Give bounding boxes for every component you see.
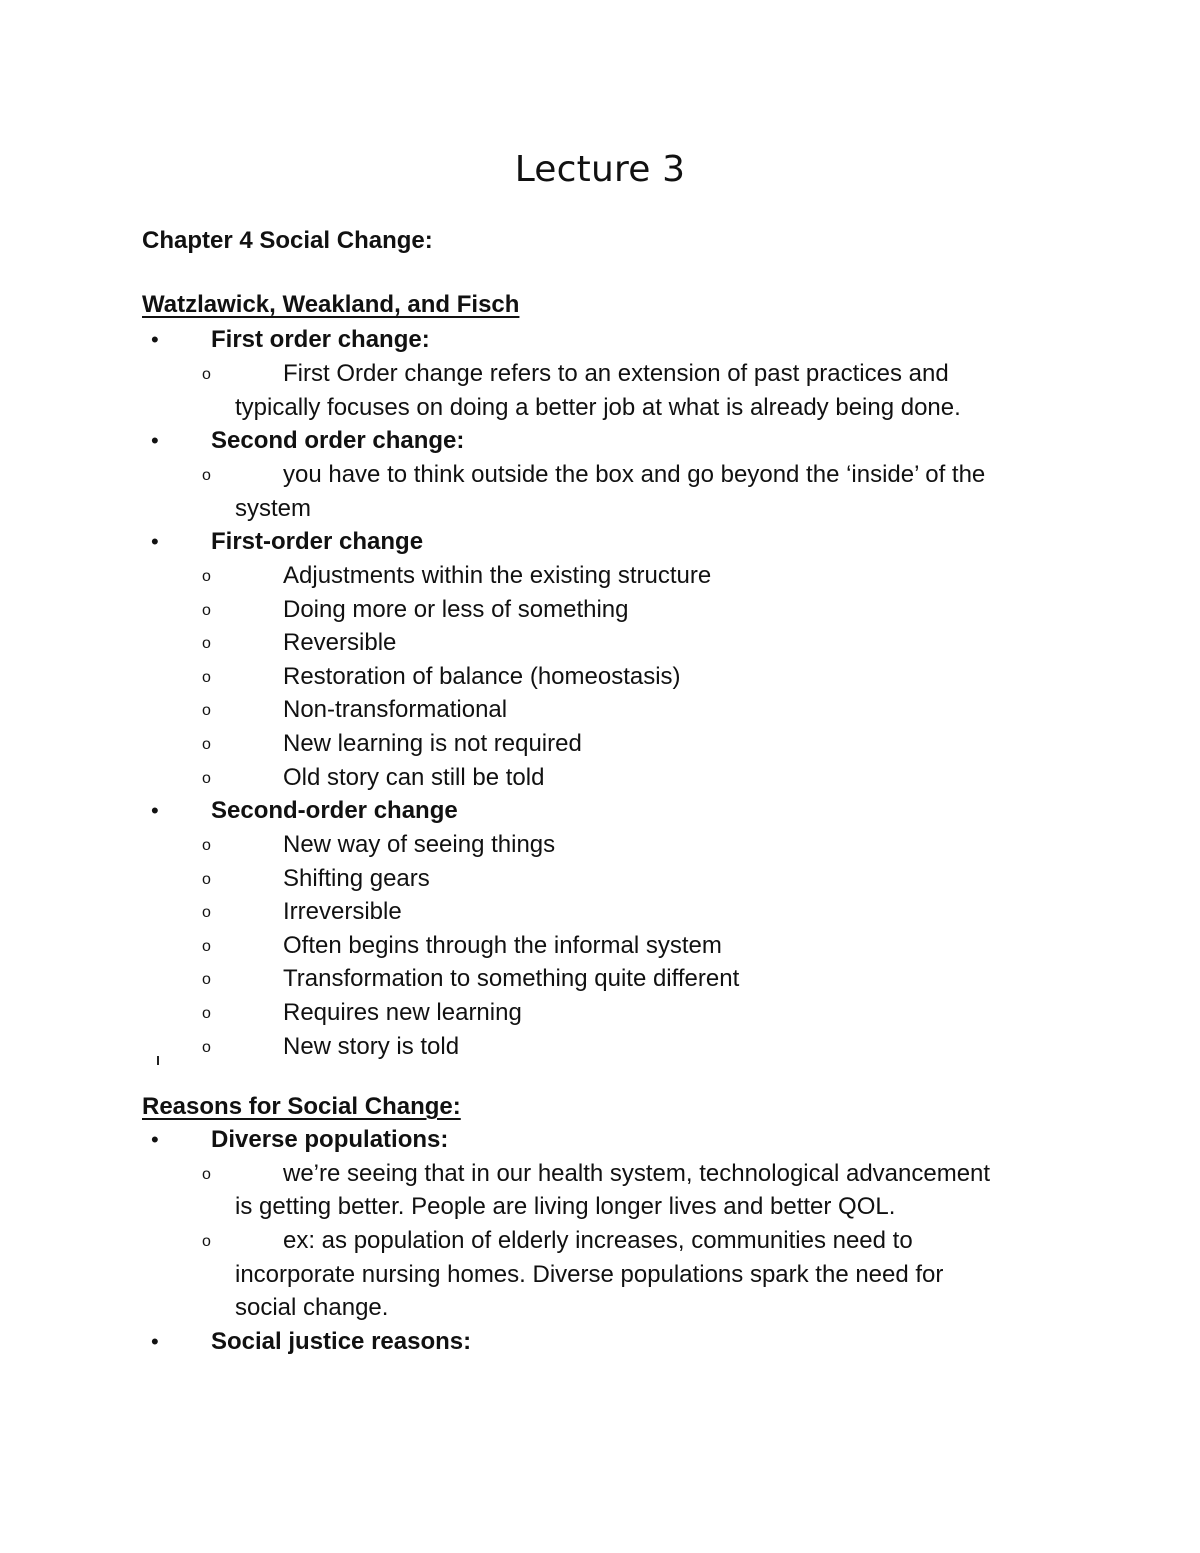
sub-bullet-marker: o	[202, 467, 211, 484]
list-item	[0, 695, 1200, 729]
sub-bullet-marker: o	[202, 568, 211, 585]
sub-bullet-marker: o	[202, 770, 211, 787]
list-item	[0, 561, 1200, 595]
sub-item-text: you have to think outside the box and go beyond the ‘inside’ of the	[283, 461, 986, 488]
list-item	[0, 1032, 1200, 1066]
bullet-item-second-order-change	[0, 426, 1200, 460]
sub-item-text: Requires new learning	[283, 999, 522, 1026]
bullet-label: Second order change:	[211, 427, 465, 454]
sub-bullet-marker: o	[202, 635, 211, 652]
bullet-item-diverse-populations	[0, 1125, 1200, 1159]
list-item	[0, 662, 1200, 696]
list-item	[0, 595, 1200, 629]
sub-bullet-marker: o	[202, 736, 211, 753]
sub-bullet-marker: o	[202, 1233, 211, 1250]
sub-item-text: Adjustments within the existing structure	[283, 562, 712, 589]
bullet-marker: •	[151, 798, 159, 823]
sub-bullet-marker: o	[202, 938, 211, 955]
sub-bullet-marker: o	[202, 1039, 211, 1056]
sub-item-text: New way of seeing things	[283, 831, 556, 858]
bullet-label: Second-order change	[211, 797, 458, 824]
sub-item-text: Often begins through the informal system	[283, 932, 722, 959]
sub-item-text: ex: as population of elderly increases, communities need to	[283, 1227, 913, 1254]
sub-item-text: Doing more or less of something	[283, 596, 629, 623]
sub-item-text: Restoration of balance (homeostasis)	[283, 663, 681, 690]
sub-item-continuation: typically focuses on doing a better job at what is already being done.	[235, 394, 961, 421]
sub-bullet-marker: o	[202, 971, 211, 988]
sub-item-text: New learning is not required	[283, 730, 582, 757]
sub-bullet-marker: o	[202, 1166, 211, 1183]
bullet-label: Social justice reasons:	[211, 1328, 472, 1355]
sub-item-continuation: is getting better. People are living longer lives and better QOL.	[235, 1193, 896, 1220]
sub-bullet-marker: o	[202, 702, 211, 719]
bullet-item-first-order-change	[0, 325, 1200, 359]
section-heading-authors: Watzlawick, Weakland, and Fisch	[142, 291, 520, 318]
list-item	[0, 628, 1200, 662]
sub-item-text: First Order change refers to an extension of past practices and	[283, 360, 949, 387]
sub-item-continuation: social change.	[235, 1294, 389, 1321]
empty-bullet-mark	[157, 1056, 159, 1065]
sub-item-text: Old story can still be told	[283, 764, 545, 791]
list-item	[0, 964, 1200, 998]
sub-item-text: New story is told	[283, 1033, 460, 1060]
bullet-item-social-justice	[0, 1327, 1200, 1361]
page-title: Lecture 3	[514, 149, 686, 190]
bullet-marker: •	[151, 529, 159, 554]
sub-item-second-order-definition	[0, 460, 1200, 494]
sub-item-text: Transformation to something quite different	[283, 965, 740, 992]
sub-bullet-marker: o	[202, 904, 211, 921]
sub-bullet-marker: o	[202, 871, 211, 888]
list-item	[0, 729, 1200, 763]
bullet-label: First-order change	[211, 528, 424, 555]
list-item	[0, 931, 1200, 965]
list-item	[0, 897, 1200, 931]
sub-item-text: Irreversible	[283, 898, 402, 925]
sub-bullet-marker: o	[202, 602, 211, 619]
sub-item-first-order-definition	[0, 359, 1200, 393]
bullet-label: First order change:	[211, 326, 430, 353]
bullet-marker: •	[151, 1329, 159, 1354]
sub-item-continuation: incorporate nursing homes. Diverse populations spark the need for	[235, 1261, 944, 1288]
bullet-marker: •	[151, 1127, 159, 1152]
list-item	[0, 763, 1200, 797]
sub-bullet-marker: o	[202, 669, 211, 686]
list-item	[0, 998, 1200, 1032]
list-item	[0, 830, 1200, 864]
sub-item-example-elderly	[0, 1226, 1200, 1260]
bullet-item-second-order-list	[0, 796, 1200, 830]
sub-bullet-marker: o	[202, 366, 211, 383]
sub-item-text: we’re seeing that in our health system, technological advancement	[283, 1160, 991, 1187]
bullet-marker: •	[151, 428, 159, 453]
list-item	[0, 864, 1200, 898]
bullet-item-first-order-list	[0, 527, 1200, 561]
chapter-heading: Chapter 4 Social Change:	[142, 227, 433, 254]
sub-item-text: Non-transformational	[283, 696, 508, 723]
sub-item-health-system	[0, 1159, 1200, 1193]
sub-item-text: Reversible	[283, 629, 397, 656]
sub-bullet-marker: o	[202, 1005, 211, 1022]
sub-bullet-marker: o	[202, 837, 211, 854]
sub-item-continuation: system	[235, 495, 312, 522]
sub-item-text: Shifting gears	[283, 865, 430, 892]
section-heading-reasons: Reasons for Social Change:	[142, 1093, 461, 1120]
bullet-label: Diverse populations:	[211, 1126, 449, 1153]
bullet-marker: •	[151, 327, 159, 352]
